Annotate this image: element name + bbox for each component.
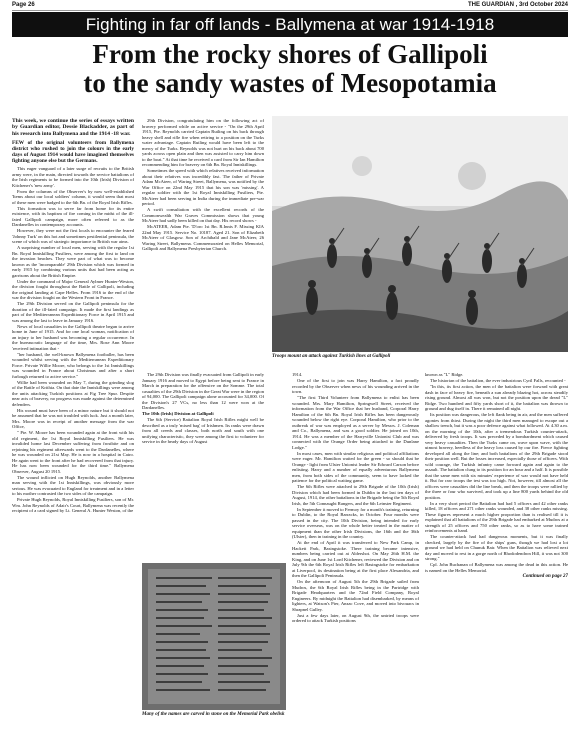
paragraph: One of the first to join was Harry Hamilton, a fact proudly recorded by the Observer when news of his wounding arrived in the town. [292,378,419,394]
battle-illustration [272,116,568,352]
paragraph: However, they were not the first locals to encounter the feared 'Johnny Turk' on this hot and sometimes pestilential peninsula, the scene of which was of strategic importance to British war aims. [12,228,134,245]
paragraph: In September it moved to Fermoy for a month's training, returning to Dublin, to the Royal Barracks, in October. Four months were passed in the city. The 10th Division, being intended for early service overseas, was on the whole better treated in the matter of equipment than the other Irish Divisions, the 16th and the 36th (Ulster), then in training in the country. [292,506,419,539]
publication-date: THE GUARDIAN , 3rd October 2024 [467,2,568,8]
paragraph: known as "L" Ridge. [425,372,464,377]
paragraph: In a very short period the Battalion had had 5 officers and 42 other ranks killed, 18 officers and 271 other ranks wounded, and 38 other ranks missing. These figures represent a much higher proportion than is realised till it is explained that all battalions of the 29th Brigade had embarked at Mudros at a strength of 25 officers and 750 other ranks, so as to have some trained reinforcements at hand. [425,500,568,533]
paragraph: The 29th Division served on the Gallipoli peninsula for the duration of the ill-fated campaign. It made the first landings as part of the Mediterranean Expeditionary Force in April 1915 and was among the last to leave in January 1916. [12,301,134,323]
continued-link[interactable]: Continued on page 27 [522,573,568,579]
paragraph: The 6th (Service) Battalion Royal Irish Rifles might well be described as a truly 'mixed bag' of Irishmen. Its ranks were drawn from all creeds and classes, both north and south with one unifying characteristic, they were among the first to volunteer for service in the heady days of August [142,417,264,444]
memorial-photo [142,563,286,710]
paragraph: 1914. [292,372,303,377]
intro-paragraph: This week, we continue the series of essays written by Guardian editor, Dessie Blackadder, as part of his research into Ballymena and the 1914 -18 war. [12,118,134,137]
paragraph: Its position was dangerous, the left flank being in air, and the men suffered agonies from thirst. During the night the third men managed to escape out a shallow trench, but it was a poor defence against what followed. At 4.30 a.m. on the morning of the 10th, after a tremendous Turkish counter-attack, delivered by fresh troops. It was preceded by a bombardment which caused very heavy casualties. Then the Turks came on, wave upon wave, with the utmost bravery, heedless of the heavy loss caused by our fire. Fierce fighting developed all along the line; and both battalions of the 29th Brigade stood their position well. But the losses increased, especially those of officers. With wild courage, the Turkish infantry came forward again and again to the assault. The battalion clung to its position for an hour and a half. It is possible that the same men with six minutes' experience of war would not have held it. But for raw troops the test was too high. Not, however, till almost all the officers were casualties did the line break, and then the troops were rallied by the three or four who survived, and took up a line 800 yards behind the old position. [425,412,568,500]
paragraph: At the end of April it was transferred to New Park Camp, in Hackett Park, Basingstoke. There training became intensive, numbers being carried out at Aldershot. On May 26th H.M. the King, and on June 1st Lord Kitchener, reviewed the Division and on July 9th the 6th Royal Irish Rifles left Basingstoke for embarkation at Liverpool, its destination being at the first place Alexandria, and then the Gallipoli Peninsula. [292,540,419,578]
headline [12,40,568,98]
section-banner: Fighting in far off lands - Ballymena at war 1914-1918 [12,12,568,37]
headline-line-1: From the rocky shores of Gallipoli [92,39,488,69]
paragraph: The counter-attack had had dangerous moments, but it was finally checked, largely by the fire of the ships' guns, though we had lost a lot ground we had held on Chunuk Bair. When the Battalion was relieved next day and moved to rest in a gorge north of Rhododendron Hill, it was not 300 strong." [425,534,568,561]
paragraph: Under the command of Major General Aylmer Hunter-Weston, the division fought throughout the Battle of Gallipoli, including the original landing at Cape Helles. From 1916 to the end of the war the division fought on the Western Front in France. [12,278,134,301]
column-2 [142,118,264,372]
paragraph: On the afternoon of August 5th the 29th Brigade sailed from Mudros, the 6th Royal Irish Rifles being in the Partridge with Brigade Headquarters and the 72nd Field Company, Royal Engineers. By midnight the Battalion had disembarked, by means of lighters, at Watson's Pier, Anzac Cove, and moved into bivouacs in Shrapnel Gulley. [292,579,419,612]
paragraph: His wound must have been of a minor nature but it should not be assumed that he was not troubled with luck. Just a month later, Mrs. Moore was in receipt of another message from the war Office, [12,407,134,430]
page-header [0,0,580,9]
photo-caption: Troops mount an attack against Turkish lines at Gallipoli [272,354,391,359]
paragraph: News of local casualties in the Gallipoli theatre began to arrive home in June of 1915. And for one local woman, notification of an injury to her husband was becoming a regular occurrence. In the bureaucratic language of the time, Mrs. Rose Ann Moore 'received intimation that - [12,323,134,351]
paragraph: McATEER, Adam Pte. 'D'oro 1st Bn. R.Innis F. Missing KIA 22nd May 1915. Service No. 10187. Aged 21. Son of Elizabeth McAteer of Glasgow. Son of Archibald and Jane McAteer, 26 Waring Street, Ballymena. Commemorated on Helles Memorial, Gallipoli and Ballymena Presbyterian Church. [142,224,264,251]
paragraph: "her husband, the well-known Ballymena footballer, has been wounded whilst serving with the Mediterranean Expeditionary Force. Private Willie Moore, who belongs to the 1st Inniskillings was wounded in France about Christmas and after a short furlough returned to active service." [12,351,134,379]
paragraph: Private Hugh Reynolds, Royal Inniskilling Fusiliers, son of Mr. Wm. John Reynolds of Adair's Court, Ballymena was recently the recipient of a card signed by Lt. General A. Hunter Weston, of the [12,497,134,514]
paragraph: "The first Third Volunteer from Ballymena to enlist has been wounded. Mrs. Mary Hamilton, Springwell Street, received the information from the War Office that her husband, Corporal Harry Hamilton of the 6th Bn. Royal Irish Rifles has been dangerously wounded below the right eye. Corporal Hamilton, who prior to the outbreak of war was employed as a server by Messrs. J. Coleman and Co., Ballymena, and was a good soldier. He joined on 10th, 1914. He was a member of the Harryville Unionist Club and was connected with the Orange Order being attached to the Dunlane Lodge." [292,395,419,450]
column-1 [12,118,134,630]
paragraph: This formation was to serve far from home for its entire existence, with its baptism of fire coming in the midst of the ill-fated Gallipoli campaign, more often referred to as the Dardanelles in contemporary accounts. [12,205,134,228]
page-number: Page 26 [12,2,35,8]
paragraph: 29th Division, congratulating him on the following act of bravery performed while on active service - "On the 29th April 1915, Pte. Reynolds carried Captain Rutling on his back through heavy shell and rifle fire when retiring to a position on the Turks water advantage. Captain Rutling would have been left to the mercy of the Turks. Reynolds was not hurt on his back about 700 yards across open plain and then was assisted to carry him down to the boat." At that time he received a card from Sir Ian Hamilton recommending him for bravery on 6th Bn. Royal Inniskillings. [142,118,264,167]
paragraph: The historian of the battalion, the ever industrious Cyril Falls, recounted - [430,378,566,383]
paragraph: A swift consultation with the excellent records of the Commonwealth War Graves Commission shows that young McAteer had sadly been killed on that day. His record shows - [142,207,264,223]
paragraph: " Pte. W. Moore has been wounded again at the front with his old regiment, the 1st Royal Inniskilling Fusiliers. He was invalided home last December suffering from frostbite and on rejoining his regiment afterwards went to the Dardanelles, where he was wounded on 21st May. He is now in a hospital in Cairo. He again went to the front after he had recovered from that injury. He has now been wounded for the third time." Ballymena Observer, August 20 1915. [12,430,134,474]
paragraph: The wound inflicted on Hugh Reynolds, another Ballymena man serving with the 1st Inniskillings, was obviously more serious. He was evacuated to England for treatment and in a letter to his mother contrasted the two sides of the campaign. [12,474,134,497]
header-rule [12,10,568,11]
paragraph: This eager vanguard of a later surge of recruits to the British army were, in the main, directed towards the service battalions of the Irish regiments to be formed into the 10th (Irish) Division of Kitchener's 'new army'. [12,166,134,188]
paragraph: In most cases, men with similar religious and political affiliations were eager. Mr. Hamilton waited for the green - so should that be Orange - light from Ulster Unionist leader Sir Edward Carson before enlisting. Harry and a number of equally adventurous Ballymena men, from both sides of the community, seem to have lacked the patience for the political waiting game. [292,450,419,483]
paragraph: The 6th Rifles were attached to 29th Brigade of the 10th (Irish) Division which had been formed in Dublin in the last ten days of August, 1914, the other battalions in the Brigade being the 5th Royal Irish, the 5th Connaught Rangers, and the 6th Leinster Regiment. [292,484,419,506]
paragraph: From the columns of the Observer's by now well-established 'Items about our local soldiers' column, it would seem that most of these men were badged to the 6th Bn. of the Royal Irish Rifles. [12,188,134,205]
column-5 [425,372,568,733]
column-3 [142,372,264,560]
memorial-stone-illustration [142,563,286,710]
lead-paragraph: FEW of the original volunteers from Ballymena district who rushed to join the colours in the early days of August 1914 would have imagined themselves fighting anyone else but the Germans. [12,140,134,165]
subheading: The 10th (Irish) Division at Gallipoli [142,411,214,416]
paragraph: Cpl. John Buchanan of Ballymena was among the dead in this action. He is named on the Helles Memorial. [425,562,568,573]
paragraph: A surprising number of local men, serving with the regular 1st Bn. Royal Inniskilling Fusiliers, were among the first to land on the invasion beaches. They were part of what was to become known as the 'incomparable' 29th Division which was formed in early 1915 by combining various units that had been acting as garrisons about the British Empire. [12,245,134,278]
headline-line-2: to the sandy wastes of Mesopotamia [83,68,497,98]
paragraph: Sometimes the speed with which relatives received information about their relatives was incredibly fast. The father of Private Adam McAteer, of Waring Street, Ballymena, was notified by the War Office on 22nd May 1915 that his son was 'missing'. A regular soldier with the 1st Royal Inniskilling Fusiliers, Pte. McAteer had been serving in India during the immediate pre-war period. [142,168,264,206]
gallipoli-battle-photo [272,116,568,352]
memorial-photo-caption: Many of the names are carved in stone on the Memorial Park obelisk [142,712,285,717]
paragraph: The 29th Division was finally evacuated from Gallipoli in early January 1916 and moved to Egypt before being sent to France in March in preparation for the offensive on the Somme. The total casualties of the 29th Division in the Great War were in the region of 94,000. The Gallipoli campaign alone accounted for 34,000. Of the Division's 27 VCs, no less than 12 were won at the Dardanelles. [142,372,264,410]
column-4 [292,372,419,733]
paragraph: Just a few days later, on August 9th, the untried troops were ordered to attack Turkish positions [292,612,419,623]
paragraph: Willie had been wounded on May 7, during the grinding slog of the Battle of Krithia. On that date the Inniskillings were among the units attacking Turkish positions at Fig Tree Spur. Despite near acts of bravery, no progress was made against the determined defenders. [12,379,134,407]
paragraph: "In this, its first action, the men of the battalion were forward with great dash in face of heavy fire, beneath a sun already blazing hot, across steadily rising ground. Almost all was won, but not the position upon the dread "L" Ridge. Two hundred and fifty yards short of it, the battalion was thrown to ground and dug itself in. There it remained all night. [425,384,568,411]
